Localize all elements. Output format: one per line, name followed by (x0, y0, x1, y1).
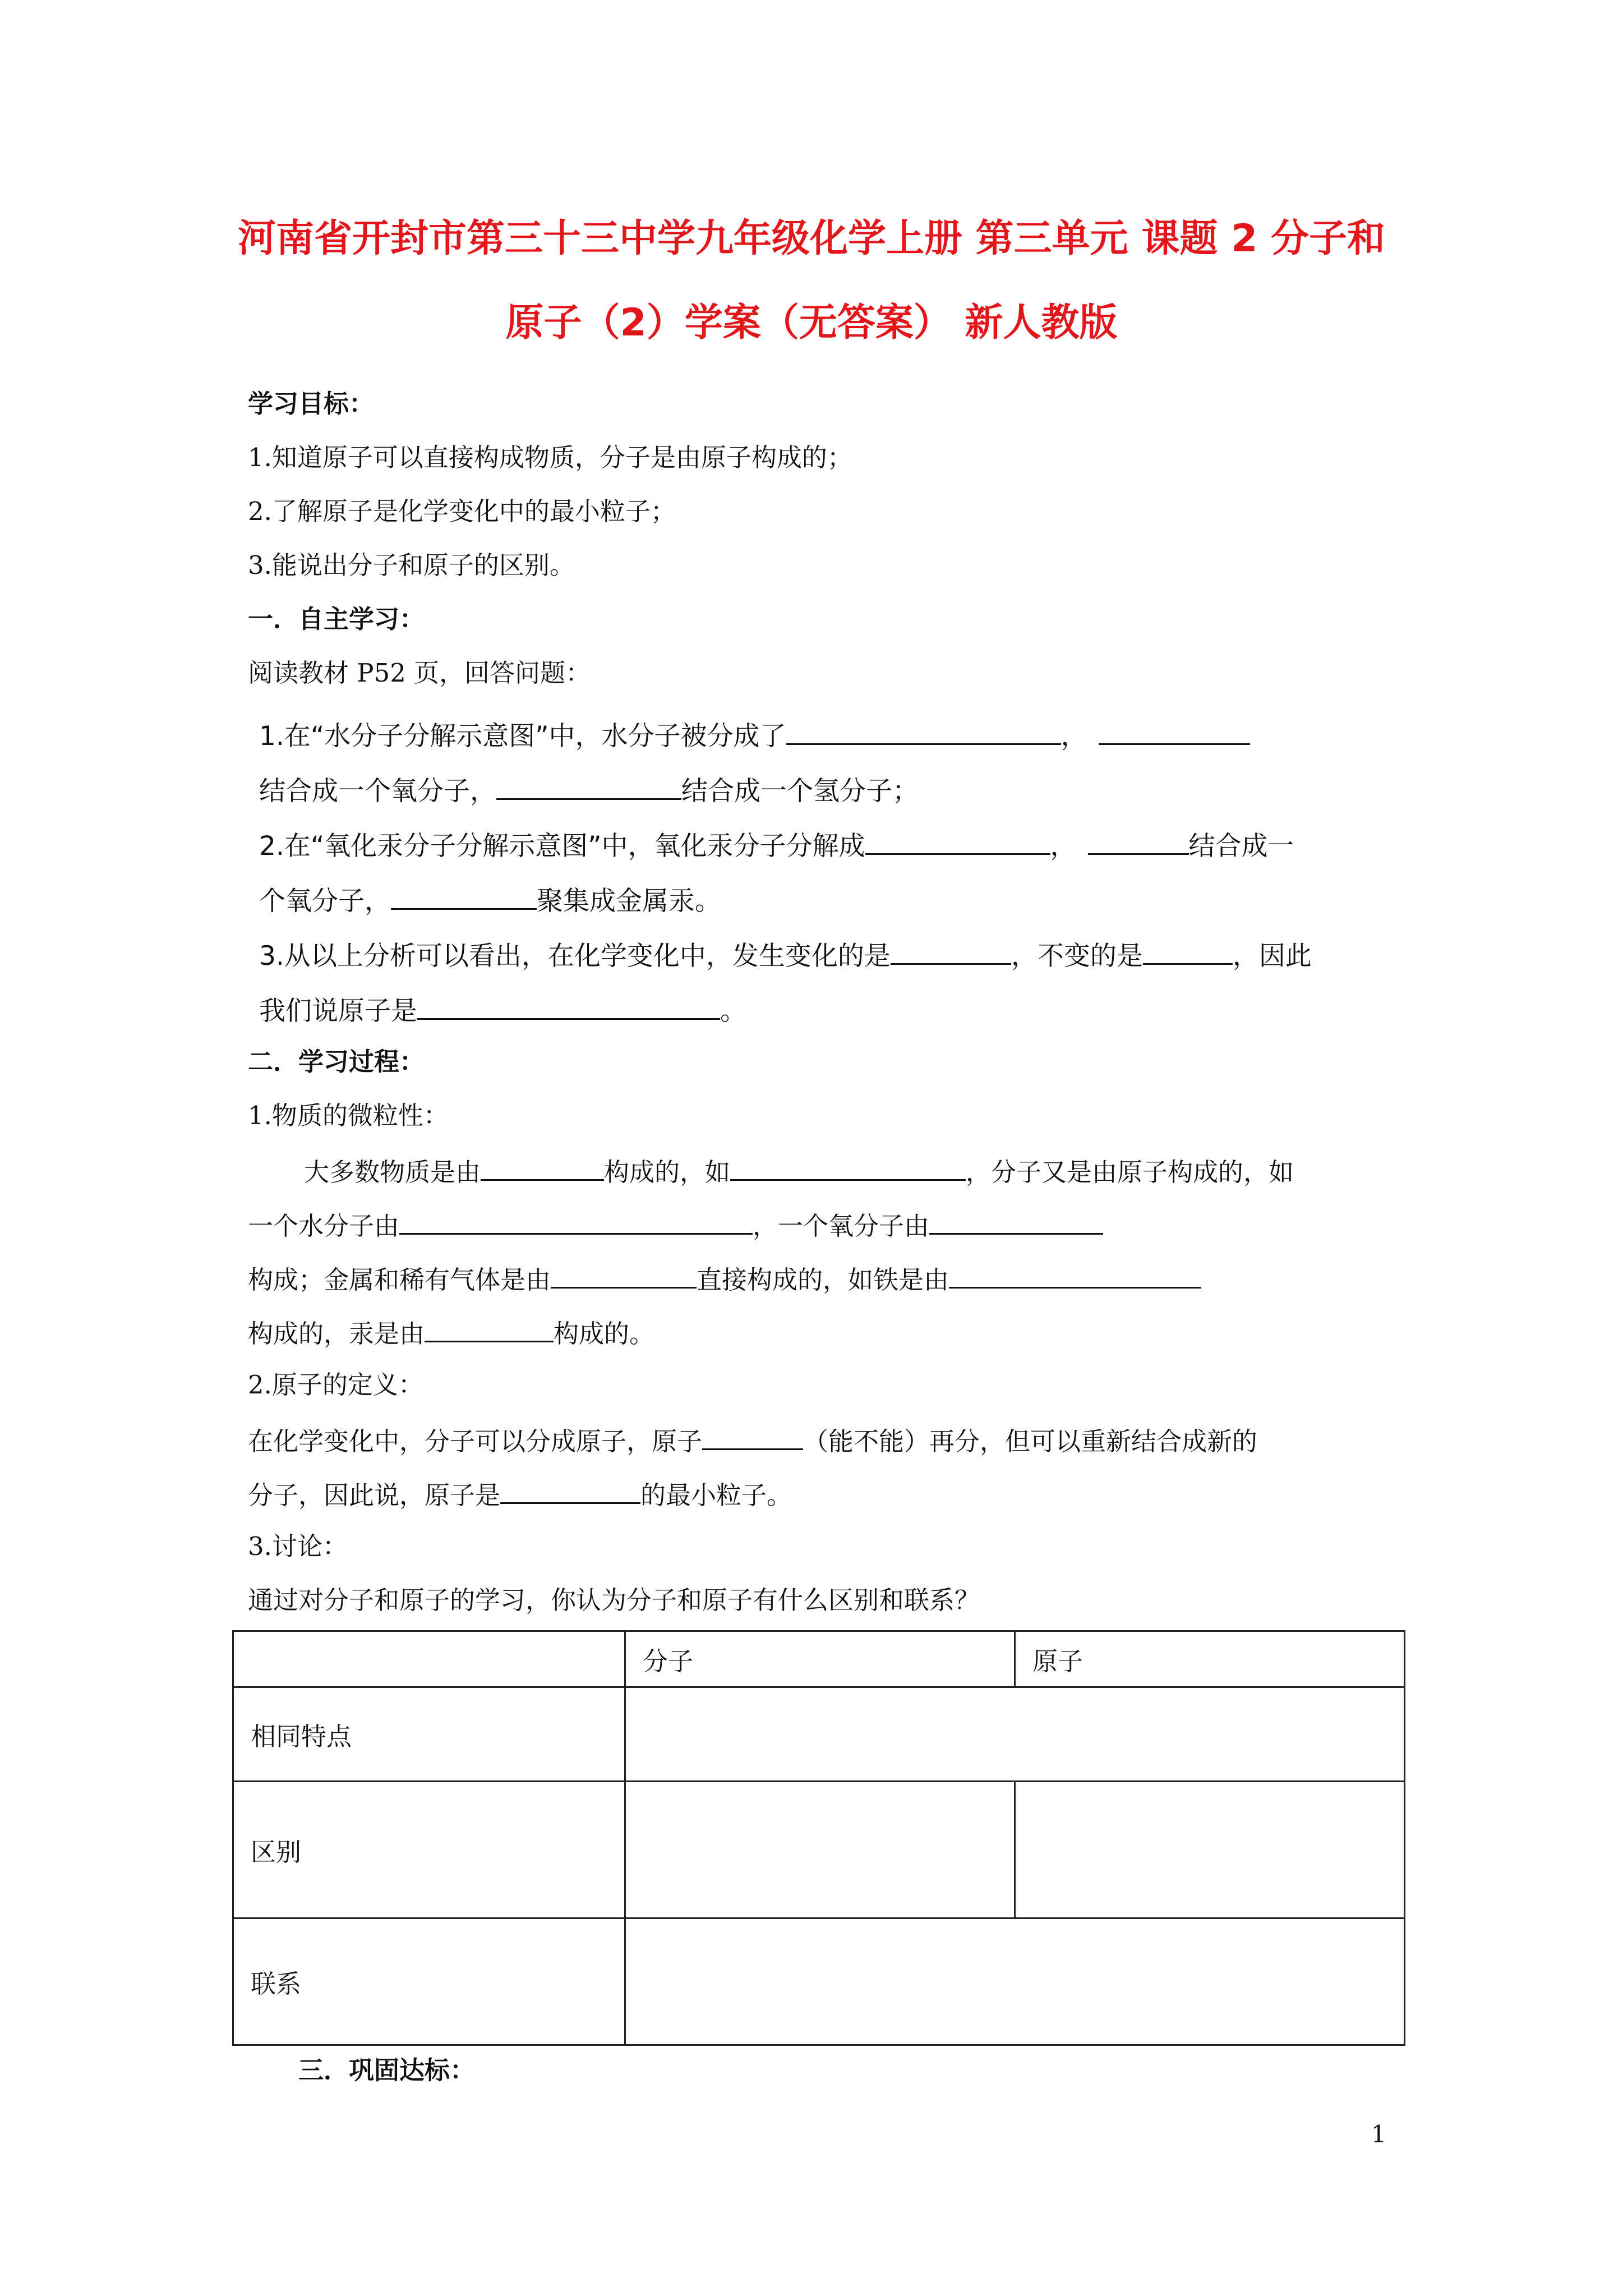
d2-text-b: 的最小粒子。 (640, 1480, 792, 1510)
section1-question-3-line-2 (259, 996, 746, 1027)
table-header-cell: 分子 (625, 1631, 1015, 1687)
table-answer-cell[interactable] (625, 1918, 1404, 2045)
table-answer-cell[interactable] (625, 1687, 1404, 1782)
d2-text-a: 分子，因此说，原子是 (248, 1480, 501, 1510)
objective-item-2: 2.了解原子是化学变化中的最小粒子； (248, 496, 676, 526)
q3-text-b: ，不变的是 (1011, 941, 1143, 972)
page-number: 1 (1371, 2120, 1386, 2148)
section2-sub-1: 1.物质的微粒性： (248, 1101, 449, 1130)
section1-heading: 一．自主学习： (248, 604, 425, 634)
table-header-row (233, 1631, 1405, 1687)
comparison-table (232, 1630, 1405, 2046)
document-title-line-1: 河南省开封市第三十三中学九年级化学上册 第三单元 课题 2 分子和 (237, 217, 1385, 261)
answer-blank[interactable] (1099, 721, 1250, 745)
q2-text-a: 2.在“氧化汞分子分解示意图”中，氧化汞分子分解成 (259, 831, 865, 862)
section1-question-1-line-1 (259, 721, 1250, 752)
objective-item-1: 1.知道原子可以直接构成物质，分子是由原子构成的； (248, 443, 852, 472)
table-row-label: 区别 (233, 1782, 625, 1918)
d1-text-b: （能不能）再分，但可以重新结合成新的 (803, 1427, 1258, 1456)
section1-question-1-line-2 (259, 776, 919, 807)
answer-blank[interactable] (391, 886, 537, 910)
discussion-question: 通过对分子和原子的学习，你认为分子和原子有什么区别和联系？ (248, 1585, 980, 1615)
document-title-line-2: 原子（2）学案（无答案） 新人教版 (505, 301, 1118, 345)
table-header-cell (233, 1631, 625, 1687)
p2-text-a: 一个水分子由 (248, 1211, 400, 1241)
p1-text-a: 大多数物质是由 (304, 1157, 481, 1187)
answer-blank[interactable] (500, 1480, 640, 1504)
answer-blank[interactable] (496, 776, 681, 800)
answer-blank[interactable] (891, 941, 1011, 965)
section2-paragraph-line-1 (304, 1157, 1294, 1185)
d1-text-a: 在化学变化中，分子可以分成原子，原子 (248, 1427, 703, 1456)
objective-item-3: 3.能说出分子和原子的区别。 (248, 550, 575, 580)
q3-text-c: ，因此 (1232, 941, 1312, 972)
q2-text-e: 聚集成金属汞。 (537, 886, 721, 917)
p1-text-c: ，分子又是由原子构成的，如 (966, 1157, 1294, 1187)
p1-text-b: 构成的，如 (604, 1157, 731, 1187)
answer-blank[interactable] (425, 1318, 554, 1342)
answer-blank[interactable] (1143, 941, 1233, 965)
answer-blank[interactable] (702, 1426, 803, 1450)
p2-text-b: ，一个氧分子由 (753, 1211, 930, 1241)
objectives-heading: 学习目标： (248, 389, 375, 418)
table-row (233, 1782, 1405, 1918)
q3-text-d: 我们说原子是 (259, 996, 417, 1027)
section1-question-3-line-1 (259, 941, 1312, 972)
q1-text-d: 结合成一个氢分子； (681, 776, 919, 807)
answer-blank[interactable] (730, 1157, 966, 1181)
section3-heading: 三．巩固达标： (298, 2055, 476, 2085)
definition-line-1 (248, 1426, 1257, 1454)
p4-text-b: 构成的。 (554, 1319, 655, 1349)
section2-sub-2: 2.原子的定义： (248, 1370, 423, 1400)
p3-text-b: 直接构成的，如铁是由 (697, 1265, 949, 1295)
section1-question-2-line-2 (259, 886, 721, 917)
table-row (233, 1918, 1405, 2045)
q2-text-b: ， (1050, 831, 1077, 862)
q1-text-b: ， (1061, 721, 1087, 752)
section1-question-2-line-1 (259, 831, 1294, 862)
definition-line-2 (248, 1480, 792, 1508)
table-row-label: 相同特点 (233, 1687, 625, 1782)
q2-text-d: 个氧分子， (259, 886, 391, 917)
section2-sub-3: 3.讨论： (248, 1531, 348, 1561)
p3-text-a: 构成；金属和稀有气体是由 (248, 1265, 551, 1295)
q3-text-a: 3.从以上分析可以看出，在化学变化中，发生变化的是 (259, 941, 891, 972)
section2-paragraph-line-3 (248, 1264, 1201, 1295)
table-answer-cell[interactable] (625, 1782, 1015, 1918)
p4-text-a: 构成的，汞是由 (248, 1319, 425, 1349)
answer-blank[interactable] (399, 1211, 753, 1235)
section2-paragraph-line-4 (248, 1318, 655, 1349)
table-row (233, 1687, 1405, 1782)
q1-text-a: 1.在“水分子分解示意图”中，水分子被分成了 (259, 721, 786, 752)
answer-blank[interactable] (865, 831, 1050, 855)
section1-intro: 阅读教材 P52 页，回答问题： (248, 658, 591, 688)
q3-text-e: 。 (720, 996, 746, 1027)
answer-blank[interactable] (949, 1264, 1201, 1289)
answer-blank[interactable] (786, 721, 1061, 745)
q1-text-c: 结合成一个氧分子， (259, 776, 496, 807)
answer-blank[interactable] (551, 1264, 697, 1289)
answer-blank[interactable] (1088, 831, 1189, 855)
table-header-cell: 原子 (1015, 1631, 1404, 1687)
q2-text-c: 结合成一 (1188, 831, 1294, 862)
section2-paragraph-line-2 (248, 1211, 1103, 1239)
answer-blank[interactable] (929, 1211, 1103, 1235)
section2-heading: 二．学习过程： (248, 1047, 425, 1076)
table-answer-cell[interactable] (1015, 1782, 1404, 1918)
answer-blank[interactable] (417, 996, 720, 1020)
answer-blank[interactable] (481, 1157, 604, 1181)
table-row-label: 联系 (233, 1918, 625, 2045)
